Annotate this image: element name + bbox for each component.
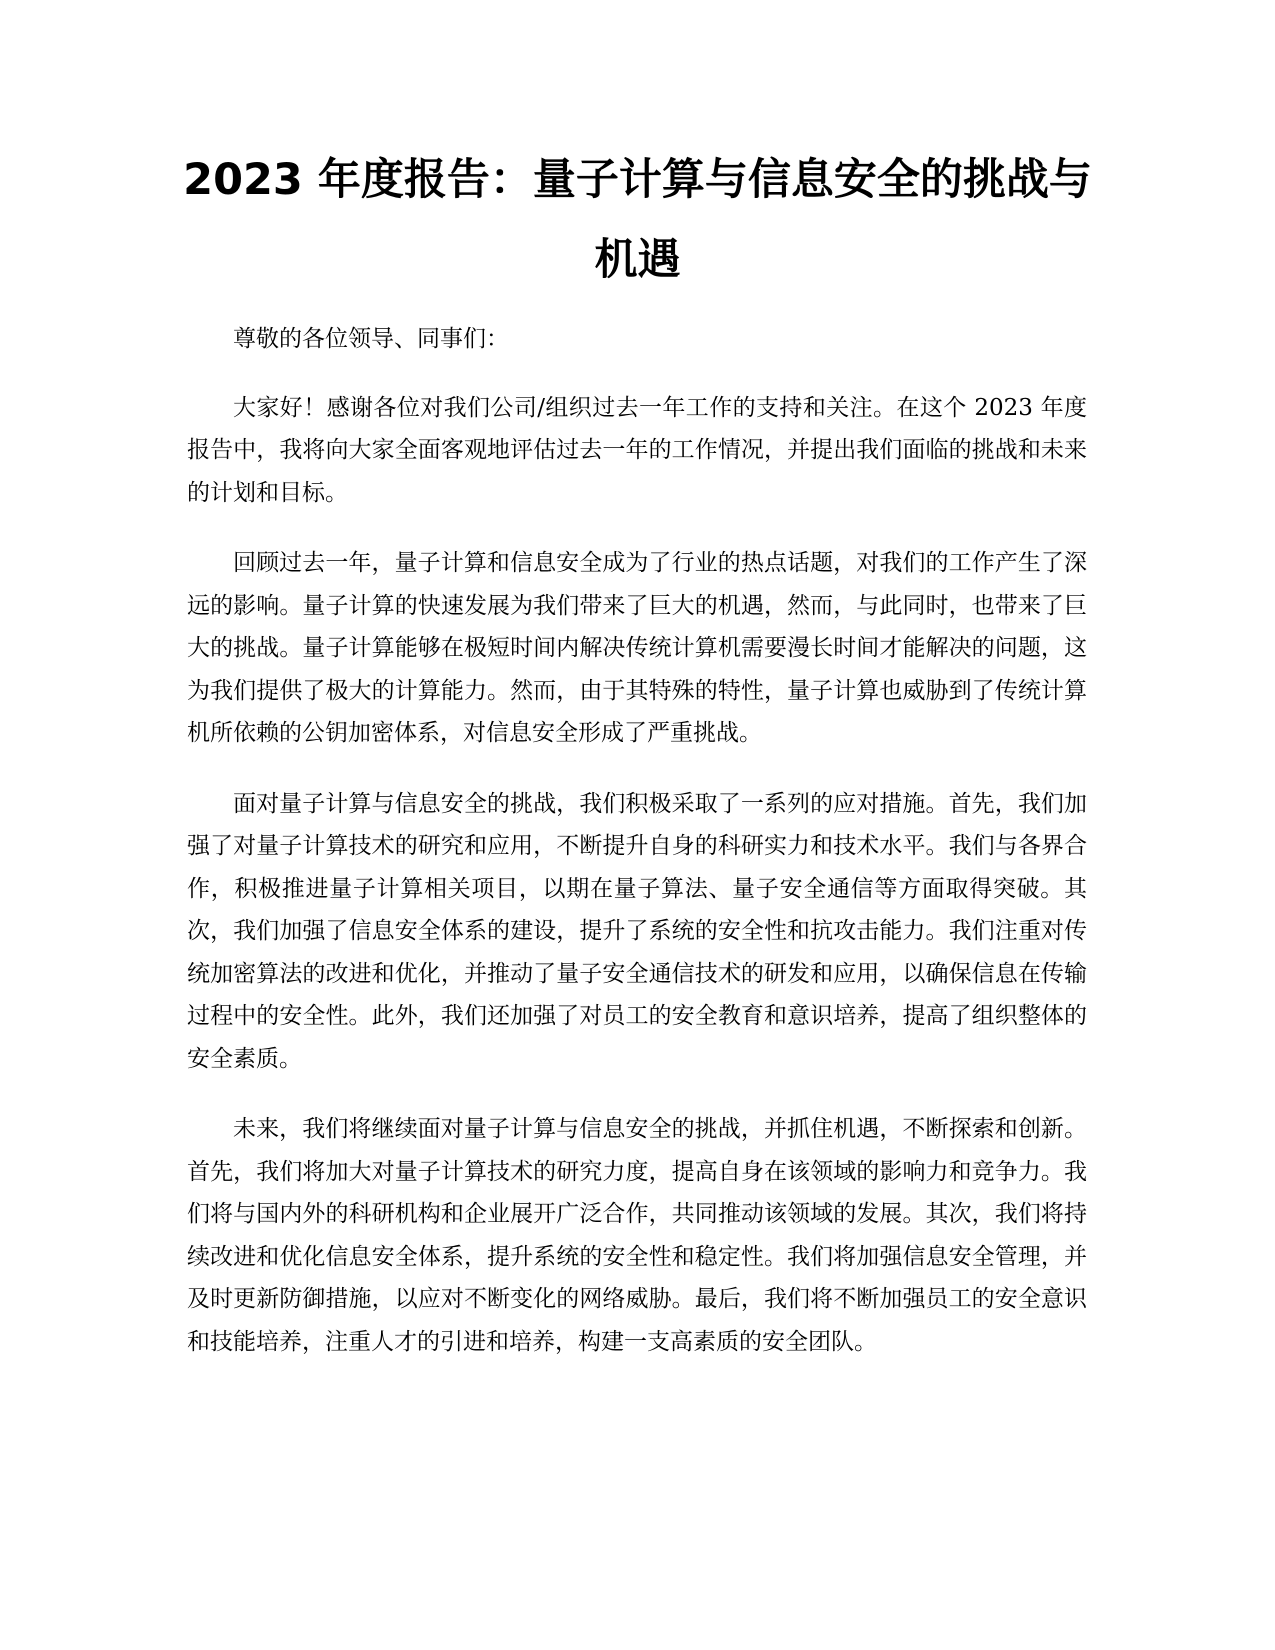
paragraph-review: 回顾过去一年，量子计算和信息安全成为了行业的热点话题，对我们的工作产生了深远的影响。量子计算的快速发展为我们带来了巨大的机遇，然而，与此同时，也带来了巨大的挑战。量子计算能够在极短时间内解决传统计算机需要漫长时间才能解决的问题，这为我们提供了极大的计算能力。然而，由于其特殊的特性，量子计算也威胁到了传统计算机所依赖的公钥加密体系，对信息安全形成了严重挑战。 (187, 550, 1087, 746)
paragraph-future: 未来，我们将继续面对量子计算与信息安全的挑战，并抓住机遇，不断探索和创新。首先，我们将加大对量子计算技术的研究力度，提高自身在该领域的影响力和竞争力。我们将与国内外的科研机构和企业展开广泛合作，共同推动该领域的发展。其次，我们将持续改进和优化信息安全体系，提升系统的安全性和稳定性。我们将加强信息安全管理，并及时更新防御措施，以应对不断变化的网络威胁。最后，我们将不断加强员工的安全意识和技能培养，注重人才的引进和培养，构建一支高素质的安全团队。 (187, 1116, 1087, 1355)
salutation: 尊敬的各位领导、同事们： (233, 326, 509, 352)
paragraph-intro: 大家好！感谢各位对我们公司/组织过去一年工作的支持和关注。在这个 2023 年度报告中，我将向大家全面客观地评估过去一年的工作情况，并提出我们面临的挑战和未来的计划和目标。 (187, 394, 1087, 506)
paragraph-measures: 面对量子计算与信息安全的挑战，我们积极采取了一系列的应对措施。首先，我们加强了对量子计算技术的研究和应用，不断提升自身的科研实力和技术水平。我们与各界合作，积极推进量子计算相关项目，以期在量子算法、量子安全通信等方面取得突破。其次，我们加强了信息安全体系的建设，提升了系统的安全性和抗攻击能力。我们注重对传统加密算法的改进和优化，并推动了量子安全通信技术的研发和应用，以确保信息在传输过程中的安全性。此外，我们还加强了对员工的安全教育和意识培养，提高了组织整体的安全素质。 (187, 790, 1087, 1072)
document-body (187, 318, 1087, 1391)
document-title: 2023 年度报告：量子计算与信息安全的挑战与机遇 (183, 155, 1092, 285)
